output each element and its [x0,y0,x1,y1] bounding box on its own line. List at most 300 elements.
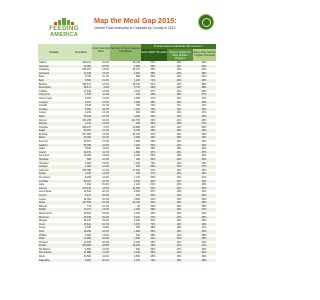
cell-above: 34% [201,186,207,190]
cell-between: 13% [176,61,182,64]
cell-between: 13% [176,219,182,223]
cell-rate: 15.8% [102,211,109,215]
cell-rate: 15.0% [102,61,109,64]
cell-population: 4,525 [85,226,91,230]
cell-county: Adams [39,61,47,64]
cell-above: 24% [201,75,207,79]
cell-number: 4,030 [134,211,140,215]
cell-county: Morgan [39,219,48,223]
cell-county: Prowers [39,240,48,244]
cell-below-snap: 64% [150,193,156,197]
cell-rate: 11.7% [102,150,109,154]
cell-number: 4,460 [134,114,140,118]
cell-rate: 15.2% [102,215,109,219]
cell-population: 16,298 [83,229,91,233]
cell-county: Baca [39,75,45,79]
cell-below-snap: 74% [150,104,156,108]
cell-county: Mineral [39,204,47,208]
cell-below-snap: 61% [150,201,156,205]
cell-above: 28% [201,233,207,237]
brand-line-2: AMERICA [49,32,79,38]
cell-population: 5,522 [85,147,91,151]
cell-below-snap: 55% [150,154,156,158]
cell-above: 26% [201,219,207,223]
cell-population: 56,389 [83,143,91,147]
cell-number: 3,670 [134,222,140,226]
cell-population: 28,270 [83,219,91,223]
cell-below-snap: 41% [150,237,156,241]
cell-rate: 15.7% [102,75,109,79]
cell-county: Ouray [39,226,46,230]
cell-population: 8,251 [85,100,91,104]
cell-county: Kit Carson [39,176,51,179]
cell-above: 18% [201,258,207,262]
cell-rate: 10.6% [102,237,109,241]
cell-below-snap: 50% [150,204,156,208]
cell-rate: 12.2% [102,229,109,233]
cell-county: Jefferson [39,168,49,172]
cell-between: 13% [176,154,182,158]
table-row [38,259,216,263]
cell-between: 12% [176,68,182,72]
cell-rate: 12.3% [102,158,109,162]
cell-above: 24% [201,193,207,197]
cell-number: 82,170 [132,68,140,72]
cell-population: 7,292 [85,183,91,187]
cell-between: 14% [176,143,182,147]
cell-below-snap: 35% [150,125,156,129]
cell-between: 13% [176,201,182,205]
cell-number: 38,310 [132,82,140,86]
cell-population: 545,358 [82,168,91,172]
cell-above: 36% [201,168,207,172]
cell-above: 38% [201,82,207,86]
cell-below-snap: 48% [150,93,156,97]
cell-above: 32% [201,154,207,158]
cell-above: 22% [201,140,207,144]
cell-population: 11,888 [83,251,91,255]
cell-between: 13% [176,168,182,172]
cell-below-snap: 68% [150,240,156,244]
cell-population: 310,433 [82,186,91,190]
cell-between: 12% [176,125,182,129]
cell-between: 12% [176,190,182,194]
cell-above: 34% [201,179,207,183]
cell-below-snap: 42% [150,136,156,140]
cell-population: 1,393 [85,165,91,169]
cell-number: 2,040 [134,251,140,255]
cell-number: 1,620 [134,71,140,75]
cell-number: 1,910 [134,208,140,212]
cell-number: 610 [136,233,140,237]
cell-rate: 21.7% [102,104,109,108]
cell-below-snap: 70% [150,107,156,111]
cell-between: 15% [176,147,182,151]
cell-between: 12% [176,193,182,197]
cell-above: 30% [201,132,207,136]
cell-rate: 15.3% [102,183,109,187]
cell-number: 7,220 [134,143,140,147]
table-body [38,61,216,262]
cell-above: 20% [201,100,207,104]
cell-between: 13% [176,197,182,201]
cell-rate: 12.9% [102,89,109,93]
cell-between: 16% [176,96,182,100]
cell-population: 17,910 [83,89,91,93]
cell-between: 12% [176,100,182,104]
page-title: Map the Meal Gap 2015: [94,16,177,25]
cell-below-snap: 62% [150,114,156,118]
cell-above: 40% [201,255,207,259]
cell-rate: 16.2% [102,118,109,122]
cell-below-snap: 49% [150,147,156,151]
cell-county: Eagle [39,129,46,133]
cell-above: 26% [201,197,207,201]
cell-county: Moffat [39,208,46,212]
cell-below-snap: 47% [150,96,156,100]
cell-between: 10% [176,78,182,82]
cell-rate: 14.3% [102,176,109,179]
cell-above: 37% [201,96,207,100]
cell-below-snap: 69% [150,64,156,68]
cell-county: Kiowa [39,172,46,176]
cell-county: Fremont [39,140,48,144]
cell-number: 1,270 [134,258,140,262]
cell-county: Boulder [39,82,48,86]
cell-above: 19% [201,107,207,111]
cell-number: 1,990 [134,229,140,233]
cell-rate: 14.6% [102,208,109,212]
cell-above: 27% [201,176,207,179]
cell-above: 35% [201,229,207,233]
cell-rate: 13.8% [102,68,109,72]
cell-rate: 11.9% [102,147,109,151]
cell-above: 26% [201,201,207,205]
cell-rate: 17.9% [102,100,109,104]
cell-rate: 12.8% [102,143,109,147]
cell-below-snap: 59% [150,208,156,212]
cell-county: Gilpin [39,147,46,151]
cell-between: 13% [176,132,182,136]
cell-population: 713 [87,204,91,208]
brand-line-1: FEEDING [49,25,79,32]
cell-above: 21% [201,244,207,248]
cell-below-snap: 60% [150,165,156,169]
cell-population: 14,479 [83,150,91,154]
cell-county: Lake [39,183,45,187]
cell-below-snap: 53% [150,158,156,162]
cell-below-snap: 57% [150,172,156,176]
cell-number: 92,370 [132,132,140,136]
cell-rate: 12.1% [102,204,109,208]
county-table [38,44,216,262]
cell-rate: 19.2% [102,107,109,111]
cell-rate: 12.7% [102,179,109,183]
header-rate: Food Insecurity Rate [92,44,110,61]
cell-population: 6,666 [85,247,91,251]
cell-population: 18,641 [83,222,91,226]
cell-below-snap: 66% [150,251,156,255]
cell-above: 25% [201,114,207,118]
cell-above: 28% [201,118,207,122]
cell-rate: 14.5% [102,132,109,136]
cell-below-snap: 61% [150,219,156,223]
cell-population: 15,396 [83,154,91,158]
cell-rate: 12.5% [102,82,109,86]
cell-population: 306,517 [82,82,91,86]
cell-county: Montezuma [39,211,52,215]
cell-population: 6,220 [85,258,91,262]
cell-rate: 14.1% [102,111,109,115]
cell-between: 14% [176,89,182,93]
cell-number: 7,960 [134,140,140,144]
cell-above: 22% [201,251,207,255]
cell-rate: 15.1% [102,197,109,201]
cell-number: 1,830 [134,237,140,241]
cell-between: 13% [176,114,182,118]
cell-between: 14% [176,237,182,241]
cell-number: 590 [136,75,140,79]
cell-population: 13,077 [83,208,91,212]
cell-above: 29% [201,172,207,176]
cell-population: 52,067 [83,129,91,133]
cell-rate: 15.0% [102,219,109,223]
cell-between: 14% [176,111,182,115]
cell-population: 147,554 [82,201,91,205]
cell-rate: 17.2% [102,251,109,255]
table-header [38,44,216,61]
cell-below-snap: 52% [150,179,156,183]
cell-below-snap: 68% [150,100,156,104]
cell-rate: 21.3% [102,78,109,82]
cell-above: 20% [201,64,207,68]
cell-below-snap: 57% [150,132,156,136]
feeding-america-logo [36,16,92,40]
cell-population: 8,158 [85,176,91,179]
cell-between: 12% [176,186,182,190]
cell-county: Costilla [39,104,47,108]
cell-number: 69,130 [132,61,140,64]
cell-population: 160,852 [82,244,91,248]
cell-number: 300 [136,122,140,126]
cell-between: 12% [176,240,182,244]
cell-above: 19% [201,78,207,82]
cell-county: Huerfano [39,161,49,165]
cell-below-snap: 60% [150,122,156,126]
cell-county: Cheyenne [39,93,50,97]
cell-population: 25,503 [83,211,91,215]
cell-below-snap: 51% [150,82,156,86]
cell-above: 43% [201,136,207,140]
cell-number: 2,000 [134,154,140,158]
cell-county: Gunnison [39,154,50,158]
cell-between: 15% [176,129,182,133]
cell-population: 23,383 [83,136,91,140]
cell-between: 14% [176,247,182,251]
cell-above: 34% [201,143,207,147]
cell-below-snap: 66% [150,140,156,144]
cell-number: 102,750 [131,118,140,122]
cell-above: 25% [201,183,207,187]
cell-below-snap: 58% [150,233,156,237]
cell-number: 4,240 [134,219,140,223]
cell-population: 14,543 [83,190,91,194]
cell-between: 15% [176,226,182,230]
cell-above: 33% [201,158,207,162]
cell-below-snap: 68% [150,244,156,248]
cell-number: 200 [136,165,140,169]
cell-county: Grand [39,150,46,154]
cell-between: 15% [176,204,182,208]
cell-rate: 20.4% [102,258,109,262]
cell-below-snap: 45% [150,129,156,133]
cell-above: 27% [201,208,207,212]
cell-number: 3,380 [134,197,140,201]
cell-above: 32% [201,68,207,72]
cell-county: Otero [39,222,45,226]
cell-above: 53% [201,125,207,129]
cell-rate: 11.0% [102,255,109,259]
cell-number: 41,910 [132,186,140,190]
cell-below-snap: 53% [150,247,156,251]
cell-rate: 18.5% [102,64,109,68]
cell-between: 14% [176,179,182,183]
cell-number: 5,710 [134,86,140,90]
cell-below-snap: 48% [150,226,156,230]
cell-between: 13% [176,211,182,215]
cell-population: 9,034 [85,96,91,100]
cell-county: Pueblo [39,244,47,248]
cell-county: Chaffee [39,89,48,93]
cell-number: 100 [136,158,140,162]
cell-number: 760 [136,104,140,108]
cell-between: 11% [176,222,182,226]
cell-above: 29% [201,89,207,93]
cell-county: Saguache [39,258,50,262]
cell-rate: 13.6% [102,172,109,176]
header-threshold-group [141,44,216,61]
cell-below-snap: 59% [150,111,156,115]
cell-number: 5,780 [134,129,140,133]
cell-below-snap: 38% [150,86,156,90]
cell-rate: 11.4% [102,93,109,97]
cell-population: 17,268 [83,237,91,241]
header-above: Above Other Nutrition Program Threshold [193,49,216,61]
cell-number: 660 [136,147,140,151]
cell-county: Alamosa [39,64,49,68]
cell-rate: 12.6% [102,247,109,251]
cell-between: 14% [176,208,182,212]
cell-between: 13% [176,215,182,219]
cell-number: 2,980 [134,64,140,68]
cell-rate: 13.0% [102,154,109,158]
cell-rate: 13.4% [102,71,109,75]
cell-population: 16,093 [83,64,91,68]
cell-population: 2,011 [85,122,91,126]
cell-rate: 17.0% [102,140,109,144]
cell-county: Park [39,229,44,233]
cell-rate: 15.9% [102,193,109,197]
cell-number: 30,240 [132,244,140,248]
cell-population: 30,344 [83,114,91,118]
cell-number: 6,630 [134,179,140,183]
cell-county: Las Animas [39,190,52,194]
cell-above: 24% [201,211,207,215]
cell-population: 460,231 [82,61,91,64]
cell-rate: 13.9% [102,233,109,237]
cell-number: 1,120 [134,183,140,187]
cell-population: 59,471 [83,86,91,90]
cell-below-snap: 50% [150,229,156,233]
cell-below-snap: 61% [150,61,156,64]
cell-below-snap: 54% [150,186,156,190]
cell-below-snap: 70% [150,222,156,226]
cell-number: 1,050 [134,96,140,100]
cell-between: 14% [176,233,182,237]
cell-population: 22,364 [83,197,91,201]
cell-below-snap: 45% [150,255,156,259]
cell-rate: 19.5% [102,161,109,165]
cell-number: 22,720 [132,201,140,205]
cell-county: Archuleta [39,71,50,75]
cell-above: 21% [201,190,207,194]
cell-above: 20% [201,240,207,244]
cell-rate: 18.8% [102,244,109,248]
cell-above: 40% [201,129,207,133]
cell-rate: 14.2% [102,165,109,169]
cell-between: 13% [176,183,182,187]
cell-between: 14% [176,86,182,90]
cell-county: Denver [39,118,47,122]
cell-population: 23,509 [83,255,91,259]
cell-number: 2,630 [134,190,140,194]
cell-above: 25% [201,215,207,219]
cell-rate: 11.6% [102,96,109,100]
cell-population: 12,108 [83,71,91,75]
seal-icon [198,14,214,30]
cell-above: 27% [201,111,207,115]
cell-population: 634,265 [82,118,91,122]
cell-below-snap: 62% [150,183,156,187]
cell-below-snap: 60% [150,118,156,122]
cell-number: 90 [137,204,140,208]
cell-rate: 11.1% [102,129,109,133]
cell-below-snap: 52% [150,143,156,147]
cell-above: 27% [201,165,207,169]
cell-number: 600 [136,111,140,115]
cell-below-snap: 51% [150,168,156,172]
header-county: County [38,44,70,61]
cell-above: 37% [201,150,207,154]
page-subtitle: Overall Food Insecurity in Colorado by County in 2013 [94,26,176,30]
cell-county: Jackson [39,165,48,169]
cell-above: 37% [201,93,207,97]
cell-between: 13% [176,165,182,169]
cell-population: 298,215 [82,125,91,129]
header-number: Number of Food Insecure Individuals [110,44,141,61]
cell-above: 17% [201,104,207,108]
cell-population: 3,518 [85,104,91,108]
cell-number: 1,690 [134,150,140,154]
cell-between: 11% [176,161,182,165]
cell-rate: 8.0% [103,125,109,129]
cell-county: Elbert [39,136,46,140]
cell-county: Bent [39,78,44,82]
cell-population: 52,181 [83,179,91,183]
cell-below-snap: 57% [150,89,156,93]
cell-between: 15% [176,255,182,259]
cell-between: 15% [176,136,182,140]
